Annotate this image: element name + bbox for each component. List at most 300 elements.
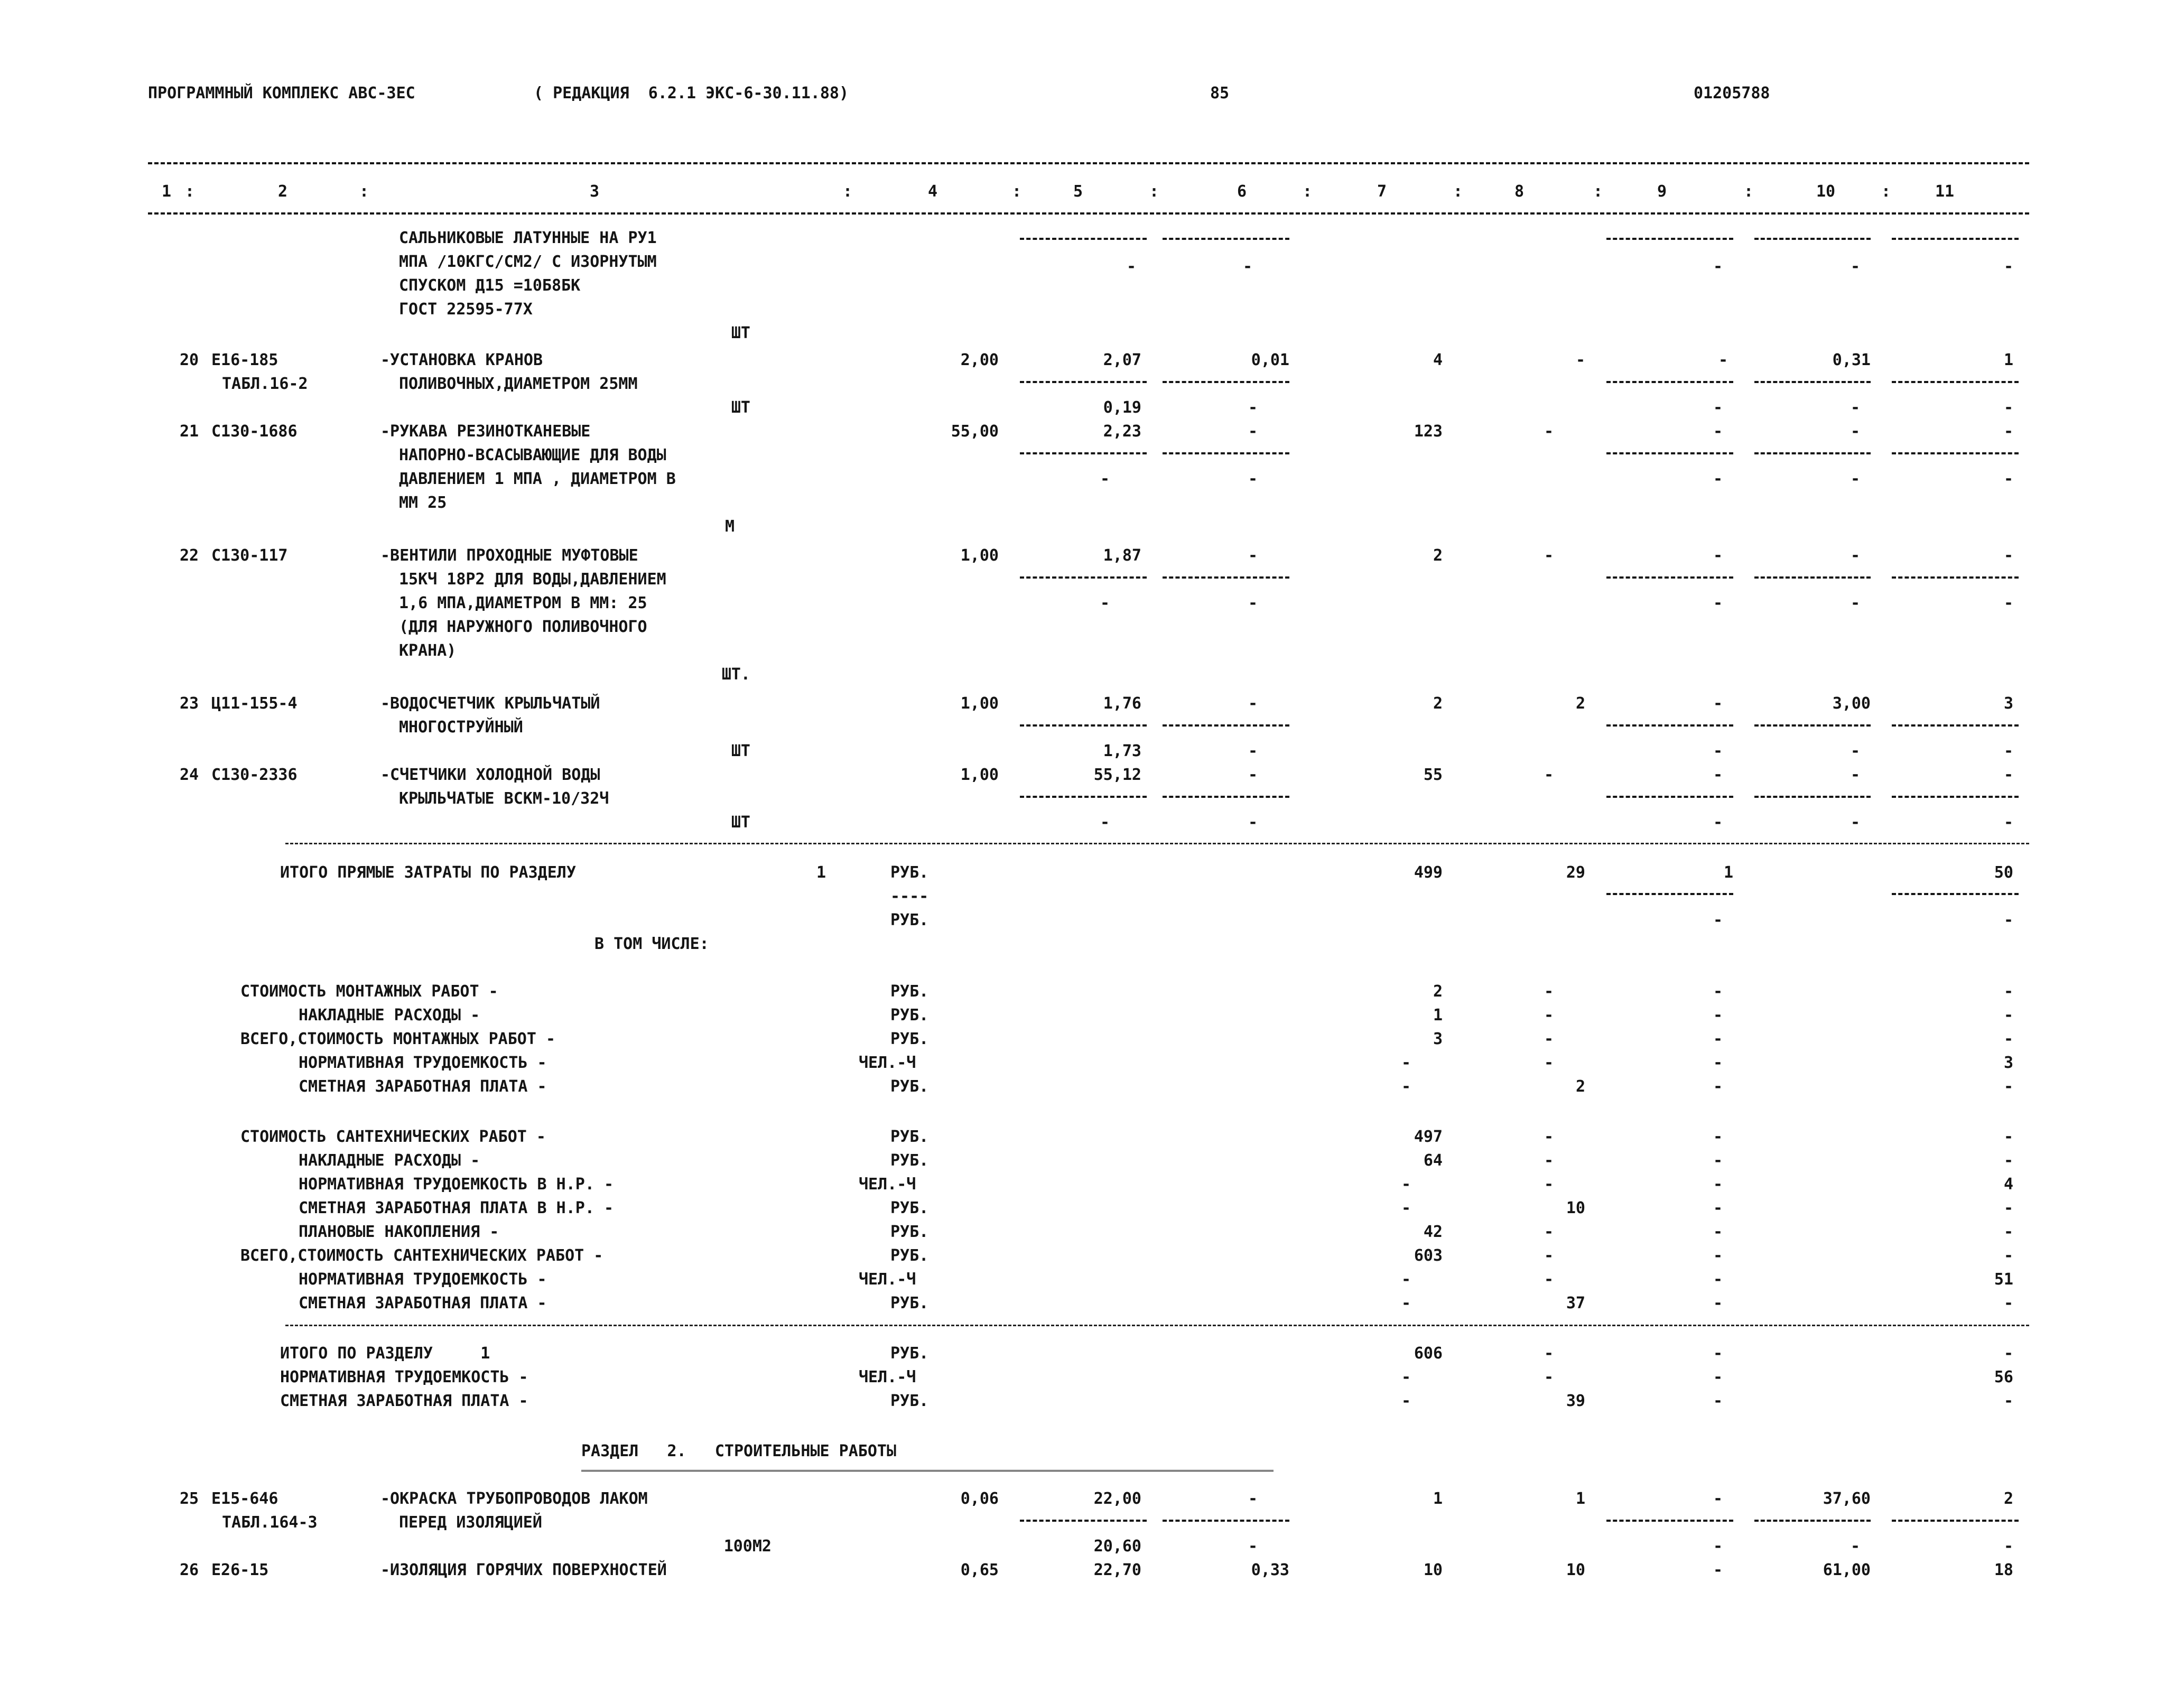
table-top-rule (148, 162, 2029, 164)
item-c6: - (1248, 422, 1258, 441)
column-header-3: 3 (589, 182, 600, 201)
item-c7: 10 (1423, 1561, 1443, 1579)
summary-c9: - (1713, 1199, 1723, 1217)
item-c11: 1 (2003, 351, 2013, 369)
item-c6-sub: - (1248, 742, 1258, 760)
summary-label: СТОИМОСТЬ САНТЕХНИЧЕСКИХ РАБОТ - (240, 1128, 546, 1146)
summary-c8: - (1544, 1175, 1554, 1194)
item-c11: - (2003, 422, 2013, 441)
prev-item-desc-line: МПА /10КГС/СМ2/ С ИЗОРНУТЫМ (399, 253, 657, 271)
item-desc-line: ММ 25 (399, 494, 447, 512)
item-unit: ШТ (731, 813, 750, 832)
summary-c7: - (1401, 1270, 1411, 1289)
summary-c8: 2 (1575, 1077, 1585, 1096)
item-c7: 1 (1433, 1489, 1443, 1508)
item-unit: ШТ. (721, 665, 750, 684)
summary-c7: 3 (1433, 1030, 1443, 1048)
summary-c9: - (1713, 1294, 1723, 1312)
summary-label: НАКЛАДНЫЕ РАСХОДЫ - (299, 1006, 480, 1025)
summary-c11: - (2003, 1246, 2013, 1265)
section-total-label: ИТОГО ПО РАЗДЕЛУ 1 (280, 1344, 490, 1363)
item-number: 23 (180, 694, 199, 713)
summary-c11: - (2003, 1030, 2013, 1048)
summary-unit: ЧЕЛ.-Ч (859, 1054, 916, 1072)
subline (1606, 576, 1733, 579)
item-c9: - (1713, 422, 1723, 441)
summary-unit: РУБ. (890, 1246, 929, 1265)
subline (1020, 381, 1147, 383)
program-name: ПРОГРАММНЫЙ КОМПЛЕКС АВС-3ЕС (148, 84, 415, 103)
item-price: 1,76 (1103, 694, 1141, 713)
column-header-6: 6 (1237, 182, 1247, 201)
summary-label: СМЕТНАЯ ЗАРАБОТНАЯ ПЛАТА - (299, 1294, 547, 1312)
column-separator: : (1303, 182, 1313, 201)
summary-c7: - (1401, 1294, 1411, 1312)
item-unit: М (724, 517, 735, 536)
item-c10-sub: - (1850, 742, 1860, 760)
section-total-c8: - (1544, 1368, 1554, 1386)
item-c10-sub: - (1850, 813, 1860, 832)
subline (1163, 452, 1289, 454)
column-separator: : (1149, 182, 1159, 201)
subline (1754, 576, 1871, 579)
item-c7: 4 (1433, 351, 1443, 369)
subline (1163, 576, 1289, 579)
subline (1163, 238, 1289, 240)
item-c9: - (1718, 351, 1728, 369)
summary-unit: РУБ. (890, 1006, 929, 1025)
summary-label: ПЛАНОВЫЕ НАКОПЛЕНИЯ - (299, 1223, 499, 1241)
item-c11: - (2003, 546, 2013, 565)
item-desc-line: -СЧЕТЧИКИ ХОЛОДНОЙ ВОДЫ (380, 766, 600, 784)
summary-c9: - (1713, 982, 1723, 1001)
item-c7: 123 (1414, 422, 1443, 441)
prev-item-price-sub: - (1126, 257, 1136, 276)
item-price-sub: - (1100, 470, 1110, 488)
subline (1606, 1520, 1733, 1522)
item-c10-sub: - (1850, 594, 1860, 612)
summary-unit: РУБ. (890, 1077, 929, 1096)
item-qty: 0,06 (960, 1489, 999, 1508)
subline (1163, 381, 1289, 383)
section-total-c9: - (1713, 1392, 1723, 1410)
item-c6-sub: - (1248, 594, 1258, 612)
header-bottom-rule (148, 212, 2029, 215)
direct-total-label: ИТОГО ПРЯМЫЕ ЗАТРАТЫ ПО РАЗДЕЛУ (280, 863, 576, 882)
section-total-c9: - (1713, 1344, 1723, 1363)
item-qty: 1,00 (960, 694, 999, 713)
item-desc-line: -УСТАНОВКА КРАНОВ (380, 351, 543, 369)
item-c6-sub: - (1248, 470, 1258, 488)
item-c11-sub: - (2003, 813, 2013, 832)
subline (1020, 238, 1147, 240)
item-desc-line: -ВОДОСЧЕТЧИК КРЫЛЬЧАТЫЙ (380, 694, 600, 713)
summary-c7: - (1401, 1077, 1411, 1096)
summary-c11: 4 (2003, 1175, 2013, 1194)
summary-c8: - (1544, 982, 1554, 1001)
summary-c7: 2 (1433, 982, 1443, 1001)
prev-item-c10-sub: - (1850, 257, 1860, 276)
item-c6-sub: - (1248, 813, 1258, 832)
direct-total-c9: 1 (1723, 863, 1733, 882)
document-code: 01205788 (1694, 84, 1770, 103)
summary-label: СТОИМОСТЬ МОНТАЖНЫХ РАБОТ - (240, 982, 498, 1001)
item-qty: 0,65 (960, 1561, 999, 1579)
item-c9: - (1713, 546, 1723, 565)
edition-info: ( РЕДАКЦИЯ 6.2.1 ЭКС-6-30.11.88) (534, 84, 849, 103)
summary-label: НОРМАТИВНАЯ ТРУДОЕМКОСТЬ - (299, 1270, 547, 1289)
item-c11-sub: - (2003, 742, 2013, 760)
section-total-c8: 39 (1566, 1392, 1585, 1410)
item-price: 1,87 (1103, 546, 1141, 565)
item-desc-line: КРАНА) (399, 641, 457, 660)
direct-total-section: 1 (816, 863, 826, 882)
item-c6: - (1248, 546, 1258, 565)
direct-total-c11-sub: - (2003, 911, 2013, 929)
subline (1892, 452, 2019, 454)
direct-total-c7: 499 (1414, 863, 1443, 882)
prev-item-unit: ШТ (731, 324, 750, 342)
item-desc-line: НАПОРНО-ВСАСЫВАЮЩИЕ ДЛЯ ВОДЫ (399, 446, 666, 464)
section-heading-underline (581, 1470, 1274, 1473)
column-header-11: 11 (1935, 182, 1955, 201)
summary-c8: - (1544, 1054, 1554, 1072)
column-header-1: 1 (161, 182, 172, 201)
item-code-table: ТАБЛ.164-3 (222, 1513, 318, 1532)
item-c8: 1 (1575, 1489, 1585, 1508)
summary-unit: РУБ. (890, 982, 929, 1001)
total-separator (285, 843, 2029, 844)
summary-c7: 1 (1433, 1006, 1443, 1025)
subline (1754, 1520, 1871, 1522)
subline (1020, 576, 1147, 579)
subline (1892, 1520, 2019, 1522)
item-code: С130-1686 (211, 422, 298, 441)
item-code: С130-2336 (211, 766, 298, 784)
summary-c9: - (1713, 1175, 1723, 1194)
item-c6: - (1248, 766, 1258, 784)
item-price: 22,70 (1093, 1561, 1141, 1579)
section-total-label: НОРМАТИВНАЯ ТРУДОЕМКОСТЬ - (280, 1368, 528, 1386)
item-price: 55,12 (1093, 766, 1141, 784)
summary-c9: - (1713, 1223, 1723, 1241)
subline (1754, 796, 1871, 798)
summary-unit: РУБ. (890, 1223, 929, 1241)
summary-label: НОРМАТИВНАЯ ТРУДОЕМКОСТЬ В Н.Р. - (299, 1175, 614, 1194)
summary-c11: - (2003, 1199, 2013, 1217)
subline (1606, 381, 1733, 383)
summary-c7: 603 (1414, 1246, 1443, 1265)
summary-c8: 37 (1566, 1294, 1585, 1312)
item-c7: 2 (1433, 694, 1443, 713)
item-c10: - (1850, 422, 1860, 441)
summary-c8: 10 (1566, 1199, 1585, 1217)
item-c11-sub: - (2003, 594, 2013, 612)
section-total-c7: - (1401, 1368, 1411, 1386)
column-header-4: 4 (927, 182, 938, 201)
subline (1606, 893, 1733, 895)
item-c9-sub: - (1713, 594, 1723, 612)
summary-c11: - (2003, 1006, 2013, 1025)
subline (1020, 796, 1147, 798)
item-c10-sub: - (1850, 398, 1860, 417)
item-c7: 2 (1433, 546, 1443, 565)
column-separator: : (1012, 182, 1022, 201)
summary-unit: РУБ. (890, 1294, 929, 1312)
item-code: Ц11-155-4 (211, 694, 298, 713)
item-desc-line: -РУКАВА РЕЗИНОТКАНЕВЫЕ (380, 422, 591, 441)
item-desc-line: -ОКРАСКА ТРУБОПРОВОДОВ ЛАКОМ (380, 1489, 648, 1508)
item-code: С130-117 (211, 546, 288, 565)
summary-c11: - (2003, 1077, 2013, 1096)
summary-c9: - (1713, 1270, 1723, 1289)
summary-c9: - (1713, 1246, 1723, 1265)
section-total-c11: 56 (1994, 1368, 2013, 1386)
section-total-separator (285, 1325, 2029, 1326)
direct-total-unit2: РУБ. (890, 911, 929, 929)
item-qty: 55,00 (951, 422, 999, 441)
item-qty: 2,00 (960, 351, 999, 369)
subline (1754, 724, 1871, 727)
item-price-sub: - (1100, 594, 1110, 612)
item-c7: 55 (1423, 766, 1443, 784)
item-c6-sub: - (1248, 398, 1258, 417)
item-number: 20 (180, 351, 199, 369)
subline (1892, 893, 2019, 895)
summary-c9: - (1713, 1128, 1723, 1146)
summary-c11: - (2003, 1294, 2013, 1312)
subline (1163, 1520, 1289, 1522)
including-heading: В ТОМ ЧИСЛЕ: (594, 935, 709, 953)
item-desc-line: ДАВЛЕНИЕМ 1 МПА , ДИАМЕТРОМ В (399, 470, 676, 488)
item-number: 25 (180, 1489, 199, 1508)
summary-unit: РУБ. (890, 1151, 929, 1170)
column-separator: : (1881, 182, 1891, 201)
item-desc-line: -ВЕНТИЛИ ПРОХОДНЫЕ МУФТОВЫЕ (380, 546, 638, 565)
item-desc-line: МНОГОСТРУЙНЫЙ (399, 718, 523, 737)
direct-total-c9-sub: - (1713, 911, 1723, 929)
item-price-sub: 0,19 (1103, 398, 1141, 417)
item-c6: 0,33 (1251, 1561, 1289, 1579)
summary-c11: - (2003, 1223, 2013, 1241)
summary-c8: - (1544, 1270, 1554, 1289)
prev-item-desc-line: САЛЬНИКОВЫЕ ЛАТУННЫЕ НА РУ1 (399, 229, 657, 247)
prev-item-desc-line: СПУСКОМ Д15 =10Б8БК (399, 276, 581, 295)
item-c10: - (1850, 546, 1860, 565)
column-separator: : (1744, 182, 1754, 201)
item-c10-sub: - (1850, 470, 1860, 488)
item-code: Е15-646 (211, 1489, 278, 1508)
section-total-unit: ЧЕЛ.-Ч (859, 1368, 916, 1386)
item-price-sub: - (1100, 813, 1110, 832)
item-c11: - (2003, 766, 2013, 784)
subline (1892, 381, 2019, 383)
subline (1892, 238, 2019, 240)
column-separator: : (1453, 182, 1463, 201)
item-qty: 1,00 (960, 766, 999, 784)
prev-item-c11-sub: - (2003, 257, 2013, 276)
subline (1163, 796, 1289, 798)
subline (1020, 724, 1147, 727)
summary-c8: - (1544, 1246, 1554, 1265)
subline (1606, 796, 1733, 798)
item-c10: 3,00 (1832, 694, 1871, 713)
item-c9-sub: - (1713, 398, 1723, 417)
item-c8: - (1544, 546, 1554, 565)
item-unit: ШТ (731, 398, 750, 417)
summary-unit: РУБ. (890, 1128, 929, 1146)
summary-label: ВСЕГО,СТОИМОСТЬ МОНТАЖНЫХ РАБОТ - (240, 1030, 556, 1048)
subline (1892, 724, 2019, 727)
summary-c9: - (1713, 1006, 1723, 1025)
summary-c9: - (1713, 1151, 1723, 1170)
column-separator: : (359, 182, 369, 201)
subline (1892, 796, 2019, 798)
summary-label: СМЕТНАЯ ЗАРАБОТНАЯ ПЛАТА В Н.Р. - (299, 1199, 614, 1217)
item-c6: - (1248, 1489, 1258, 1508)
item-c8: 2 (1575, 694, 1585, 713)
item-unit: ШТ (731, 742, 750, 760)
summary-c11: - (2003, 1151, 2013, 1170)
item-code-table: ТАБЛ.16-2 (222, 375, 308, 393)
subline (1754, 452, 1871, 454)
item-code: Е16-185 (211, 351, 278, 369)
item-number: 26 (180, 1561, 199, 1579)
summary-c11: - (2003, 1128, 2013, 1146)
prev-item-c6-sub: - (1242, 257, 1252, 276)
item-c9-sub: - (1713, 813, 1723, 832)
summary-c7: - (1401, 1054, 1411, 1072)
summary-unit: РУБ. (890, 1199, 929, 1217)
subline (1020, 1520, 1147, 1522)
direct-total-c11: 50 (1994, 863, 2013, 882)
item-c10: 61,00 (1823, 1561, 1871, 1579)
subline (1754, 238, 1871, 240)
summary-label: НОРМАТИВНАЯ ТРУДОЕМКОСТЬ - (299, 1054, 547, 1072)
direct-total-unit: РУБ. (890, 863, 929, 882)
section-total-unit: РУБ. (890, 1344, 929, 1363)
item-c8: - (1575, 351, 1585, 369)
item-desc-line: 15КЧ 18Р2 ДЛЯ ВОДЫ,ДАВЛЕНИЕМ (399, 570, 666, 589)
section-heading: РАЗДЕЛ 2. СТРОИТЕЛЬНЫЕ РАБОТЫ (581, 1442, 897, 1460)
column-separator: : (1593, 182, 1603, 201)
item-c9: - (1713, 1561, 1723, 1579)
item-c6: - (1248, 694, 1258, 713)
direct-total-unit-dash: ---- (890, 887, 929, 906)
summary-c8: - (1544, 1030, 1554, 1048)
subline (1163, 724, 1289, 727)
item-c10: 37,60 (1823, 1489, 1871, 1508)
page-number: 85 (1210, 84, 1230, 103)
section-total-c7: 606 (1414, 1344, 1443, 1363)
column-header-10: 10 (1816, 182, 1836, 201)
summary-c8: - (1544, 1006, 1554, 1025)
item-desc-line: (ДЛЯ НАРУЖНОГО ПОЛИВОЧНОГО (399, 618, 647, 636)
section-total-c8: - (1544, 1344, 1554, 1363)
summary-unit: ЧЕЛ.-Ч (859, 1175, 916, 1194)
summary-c7: 64 (1423, 1151, 1443, 1170)
summary-c11: 51 (1994, 1270, 2013, 1289)
item-c9: - (1713, 694, 1723, 713)
item-c11: 3 (2003, 694, 2013, 713)
summary-c8: - (1544, 1223, 1554, 1241)
item-c11-sub: - (2003, 1537, 2013, 1556)
item-price-sub: 20,60 (1093, 1537, 1141, 1556)
summary-c11: 3 (2003, 1054, 2013, 1072)
prev-item-desc-line: ГОСТ 22595-77Х (399, 300, 533, 319)
item-c11-sub: - (2003, 470, 2013, 488)
column-header-8: 8 (1514, 182, 1525, 201)
column-separator: : (843, 182, 853, 201)
item-c11: 18 (1994, 1561, 2013, 1579)
column-header-5: 5 (1073, 182, 1083, 201)
item-number: 22 (180, 546, 199, 565)
column-header-7: 7 (1377, 182, 1387, 201)
summary-c9: - (1713, 1054, 1723, 1072)
item-price-sub: 1,73 (1103, 742, 1141, 760)
summary-c9: - (1713, 1030, 1723, 1048)
direct-total-c8: 29 (1566, 863, 1585, 882)
item-c9: - (1713, 1489, 1723, 1508)
item-desc-line: ПЕРЕД ИЗОЛЯЦИЕЙ (399, 1513, 542, 1532)
summary-label: СМЕТНАЯ ЗАРАБОТНАЯ ПЛАТА - (299, 1077, 547, 1096)
item-price: 2,23 (1103, 422, 1141, 441)
item-c9-sub: - (1713, 470, 1723, 488)
summary-unit: РУБ. (890, 1030, 929, 1048)
item-c11-sub: - (2003, 398, 2013, 417)
item-c6-sub: - (1248, 1537, 1258, 1556)
item-c9-sub: - (1713, 742, 1723, 760)
subline (1754, 381, 1871, 383)
item-c8: 10 (1566, 1561, 1585, 1579)
subline (1606, 238, 1733, 240)
prev-item-c9-sub: - (1713, 257, 1723, 276)
item-c11: 2 (2003, 1489, 2013, 1508)
item-c8: - (1544, 766, 1554, 784)
column-header-2: 2 (277, 182, 288, 201)
summary-c9: - (1713, 1077, 1723, 1096)
item-c10: 0,31 (1832, 351, 1871, 369)
summary-label: НАКЛАДНЫЕ РАСХОДЫ - (299, 1151, 480, 1170)
item-c9: - (1713, 766, 1723, 784)
summary-c7: 42 (1423, 1223, 1443, 1241)
section-total-c9: - (1713, 1368, 1723, 1386)
section-total-label: СМЕТНАЯ ЗАРАБОТНАЯ ПЛАТА - (280, 1392, 528, 1410)
item-price: 22,00 (1093, 1489, 1141, 1508)
item-unit: 100М2 (723, 1537, 772, 1556)
summary-c7: - (1401, 1175, 1411, 1194)
column-separator: : (185, 182, 195, 201)
subline (1020, 452, 1147, 454)
section-total-c11: - (2003, 1392, 2013, 1410)
item-qty: 1,00 (960, 546, 999, 565)
summary-unit: ЧЕЛ.-Ч (859, 1270, 916, 1289)
summary-c8: - (1544, 1128, 1554, 1146)
section-total-unit: РУБ. (890, 1392, 929, 1410)
subline (1606, 452, 1733, 454)
item-number: 21 (180, 422, 199, 441)
item-c6: 0,01 (1251, 351, 1289, 369)
item-code: Е26-15 (211, 1561, 269, 1579)
item-desc-line: 1,6 МПА,ДИАМЕТРОМ В ММ: 25 (399, 594, 647, 612)
section-total-c7: - (1401, 1392, 1411, 1410)
summary-label: ВСЕГО,СТОИМОСТЬ САНТЕХНИЧЕСКИХ РАБОТ - (240, 1246, 603, 1265)
item-c8: - (1544, 422, 1554, 441)
item-number: 24 (180, 766, 199, 784)
subline (1606, 724, 1733, 727)
item-c9-sub: - (1713, 1537, 1723, 1556)
summary-c8: - (1544, 1151, 1554, 1170)
